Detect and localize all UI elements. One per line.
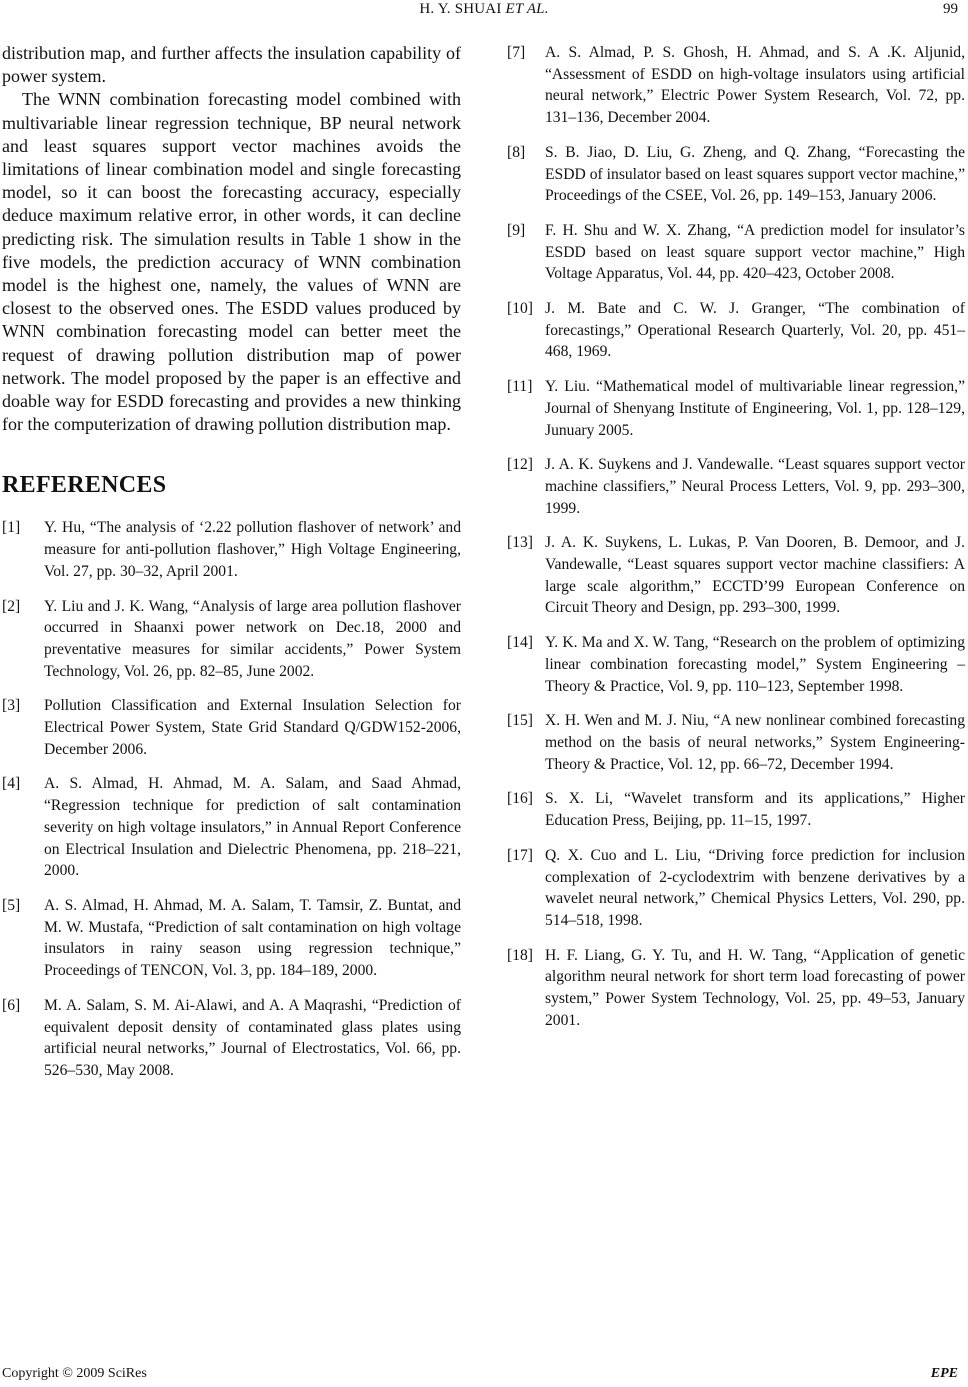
reference-item	[2, 517, 461, 582]
reference-number: [6]	[2, 996, 21, 1014]
references-heading: REFERENCES	[2, 472, 167, 499]
reference-number: [13]	[507, 534, 533, 552]
reference-number: [8]	[507, 143, 526, 161]
reference-item	[507, 454, 965, 519]
reference-text: F. H. Shu and W. X. Zhang, “A prediction model for insulator’s ESDD based on least square support vector machine,” High Voltage Apparatus, Vol. 44, pp. 420–423, October 2008.	[545, 221, 965, 283]
reference-number: [5]	[2, 897, 21, 914]
reference-text: J. M. Bate and C. W. J. Granger, “The combination of forecastings,” Operational Research Quarterly, Vol. 20, pp. 451–468, 1969.	[545, 300, 965, 361]
copyright-notice: Copyright © 2009 SciRes	[2, 1366, 147, 1381]
reference-item	[507, 945, 965, 1032]
reference-number: [7]	[507, 44, 526, 61]
left-column	[2, 42, 461, 1095]
reference-list-right	[507, 42, 965, 1031]
reference-text: S. B. Jiao, D. Liu, G. Zheng, and Q. Zhang, “Forecasting the ESDD of insulator based on least squares support vector machine,” Proceedings of the CSEE, Vol. 26, pp. 149–153, January 2006.	[545, 143, 965, 205]
reference-item	[507, 42, 965, 129]
reference-number: [9]	[507, 221, 526, 239]
reference-number: [1]	[2, 519, 21, 537]
body-paragraph-2: The WNN combination forecasting model combined with multivariable linear regression technique, BP neural network and least squares support vector machines avoids the limitations of linear combination model and single forecasting model, so it can boost the forecasting accuracy, especially deduce maximum relative error, in other words, it can decline predicting risk. The simulation results in Table 1 show in the five models, the prediction accuracy of WNN combination model is the highest one, namely, the values of WNN are closest to the observed ones. The ESDD values produced by WNN combination forecasting model can better meet the request of drawing pollution distribution map of power network. The model proposed by the paper is an effective and doable way for ESDD forecasting and provides a new thinking for the computerization of drawing pollution distribution map.	[2, 89, 461, 435]
reference-text: A. S. Almad, H. Ahmad, M. A. Salam, and Saad Ahmad, “Regression technique for prediction of salt contamination severity on high voltage insulators,” in Annual Report Conference on Electrical Insulation and Dielectric Phenomena, pp. 218–221, 2000.	[44, 775, 461, 880]
reference-number: [17]	[507, 846, 533, 864]
reference-item	[507, 142, 965, 207]
reference-text: X. H. Wen and M. J. Niu, “A new nonlinear combined forecasting method on the basis of neural networks,” System Engineering-Theory & Practice, Vol. 12, pp. 66–72, December 1994.	[545, 712, 965, 773]
reference-number: [16]	[507, 790, 533, 808]
reference-text: Pollution Classification and External Insulation Selection for Electrical Power System, State Grid Standard Q/GDW152-2006, December 2006.	[44, 697, 461, 758]
reference-item	[2, 773, 461, 882]
right-column	[507, 42, 965, 1044]
reference-item	[507, 298, 965, 363]
reference-text: M. A. Salam, S. M. Ai-Alawi, and A. A Maqrashi, “Prediction of equivalent deposit density of contaminated glass plates using artificial neural networks,” Journal of Electrostatics, Vol. 66, pp. 526–530, May 2008.	[44, 996, 461, 1079]
page-header	[0, 0, 968, 22]
reference-item	[507, 632, 965, 697]
reference-item	[2, 596, 461, 683]
reference-number: [18]	[507, 946, 533, 964]
reference-item	[507, 376, 965, 441]
reference-text: Y. Liu. “Mathematical model of multivariable linear regression,” Journal of Shenyang Institute of Engineering, Vol. 1, pp. 128–129, Junuary 2005.	[545, 378, 965, 439]
running-head	[0, 1, 968, 18]
reference-text: A. S. Almad, P. S. Ghosh, H. Ahmad, and S. A .K. Aljunid, “Assessment of ESDD on high-voltage insulators using artificial neural network,” Electric Power System Research, Vol. 72, pp. 131–136, December 2004.	[545, 44, 965, 127]
reference-item	[507, 710, 965, 775]
reference-number: [14]	[507, 634, 533, 652]
reference-item	[507, 788, 965, 831]
running-head-etal: ET AL.	[505, 1, 549, 17]
reference-text: H. F. Liang, G. Y. Tu, and H. W. Tang, “Application of genetic algorithm neural network for short term load forecasting of power system,” Power System Technology, Vol. 25, pp. 49–53, January 2001.	[545, 946, 965, 1029]
journal-abbrev: EPE	[930, 1366, 958, 1381]
reference-text: Y. K. Ma and X. W. Tang, “Research on the problem of optimizing linear combination forecasting model,” System Engineering – Theory & Practice, Vol. 9, pp. 110–123, September 1998.	[545, 634, 965, 695]
reference-number: [10]	[507, 300, 533, 318]
reference-item	[2, 695, 461, 760]
reference-number: [2]	[2, 597, 21, 615]
reference-text: Q. X. Cuo and L. Liu, “Driving force prediction for inclusion complexation of 2-cyclodextrim with benzene derivatives by a wavelet neural network,” Chemical Physics Letters, Vol. 290, pp. 514–518, 1998.	[545, 846, 965, 929]
reference-text: A. S. Almad, H. Ahmad, M. A. Salam, T. Tamsir, Z. Buntat, and M. W. Mustafa, “Prediction of salt contamination on high voltage insulators in rainy season using regression technique,” Proceedings of TENCON, Vol. 3, pp. 184–189, 2000.	[44, 897, 461, 980]
reference-text: S. X. Li, “Wavelet transform and its applications,” Higher Education Press, Beijing, pp. 11–15, 1997.	[545, 790, 965, 830]
reference-item	[507, 220, 965, 285]
reference-item	[507, 845, 965, 932]
reference-item	[2, 895, 461, 982]
reference-text: Y. Hu, “The analysis of ‘2.22 pollution flashover of network’ and measure for anti-pollution flashover,” High Voltage Engineering, Vol. 27, pp. 30–32, April 2001.	[44, 519, 461, 580]
reference-text: J. A. K. Suykens and J. Vandewalle. “Least squares support vector machine classifiers,” Neural Process Letters, Vol. 9, pp. 293–300, 1999.	[545, 456, 965, 517]
reference-number: [3]	[2, 697, 21, 715]
page-footer	[0, 1366, 968, 1386]
reference-number: [12]	[507, 456, 533, 474]
running-head-authors: H. Y. SHUAI	[419, 1, 502, 17]
body-paragraph-1: distribution map, and further affects the insulation capability of power system.	[2, 43, 461, 87]
reference-number: [4]	[2, 775, 21, 793]
reference-item	[507, 532, 965, 619]
reference-text: J. A. K. Suykens, L. Lukas, P. Van Dooren, B. Demoor, and J. Vandewalle, “Least squares support vector machine classifiers: A large scale algorithm,” ECCTD’99 European Conference on Circuit Theory and Design, pp. 293–300, 1999.	[545, 534, 965, 617]
page-number: 99	[943, 1, 958, 17]
reference-list-left	[2, 517, 461, 1081]
reference-text: Y. Liu and J. K. Wang, “Analysis of large area pollution flashover occurred in Shaanxi power network on Dec.18, 2000 and preventative measures for similar accidents,” Power System Technology, Vol. 26, pp. 82–85, June 2002.	[44, 597, 461, 680]
reference-item	[2, 995, 461, 1082]
reference-number: [11]	[507, 378, 533, 396]
reference-number: [15]	[507, 712, 533, 730]
